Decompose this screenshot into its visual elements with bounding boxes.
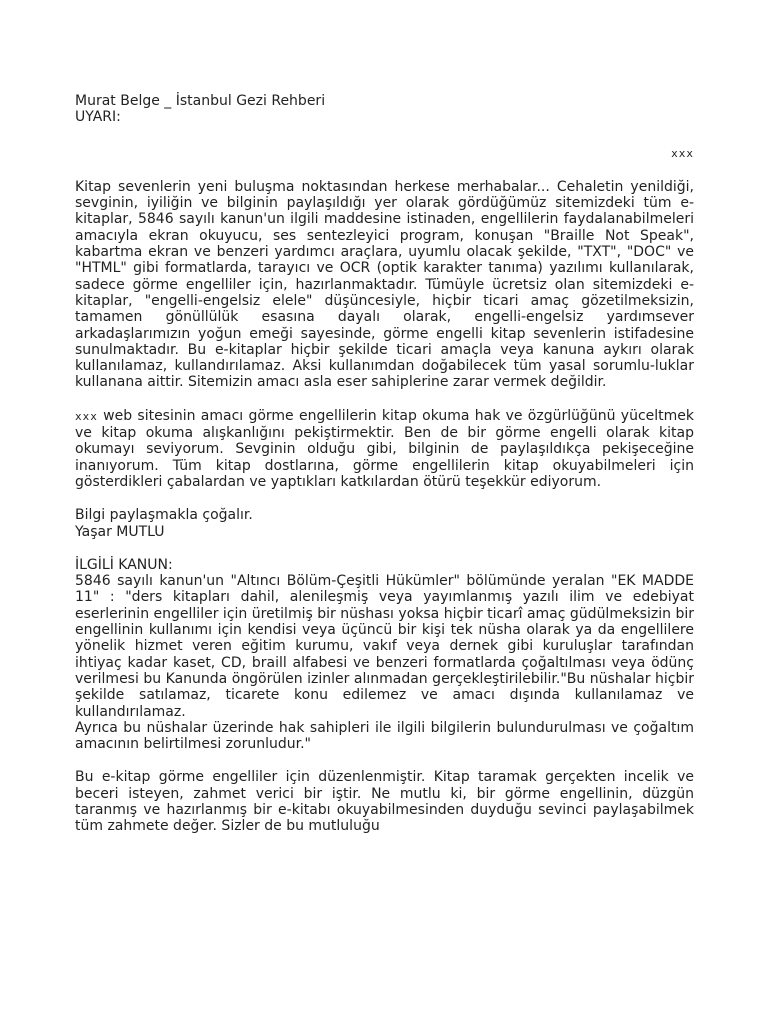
- document-title: Murat Belge _ İstanbul Gezi Rehberi: [75, 93, 326, 109]
- mission-paragraph: [75, 408, 694, 490]
- mission-text: web sitesinin amacı görme engellilerin kitap okuma hak ve özgürlüğünü yüceltmek ve kitap okuma alışkanlığını pekiştirmektir. Ben de bir görme engelli olarak kitap okumayı seviyorum. Sevginin olduğu gibi, bilginin de paylaşıldıkça pekişeceğine inanıyorum. Tüm kitap dostlarına, görme engellilerin kitap okuyabilmeleri için gösterdikleri çabalardan ve yaptıkları katkılardan ötürü teşekkür ediyorum.: [75, 407, 694, 490]
- section-marker: [75, 145, 694, 162]
- warning-label: UYARI:: [75, 109, 121, 126]
- document-content: [75, 93, 694, 835]
- mission-marker: xxx: [75, 409, 98, 423]
- law-paragraph-2: Ayrıca bu nüshalar üzerinde hak sahipleri ile ilgili bilgilerin bulundurulması ve çoğaltım amacının belirtilmesi zorunludur.": [75, 719, 694, 753]
- law-heading: İLGİLİ KANUN:: [75, 556, 173, 573]
- signature-text: Yaşar MUTLU: [75, 523, 165, 540]
- motto-text: Bilgi paylaşmakla çoğalır.: [75, 507, 253, 524]
- law-paragraph-1: 5846 sayılı kanun'un "Altıncı Bölüm-Çeşitli Hükümler" bölümünde yeralan "EK MADDE 11" : "ders kitapları dahil, alenileşmiş veya yayımlanmış yazılı ilim ve edebiyat eserlerinin engelliler için üretilmiş bir nüshası yoksa hiçbir ticarî amaç güdülmeksizin bir engellinin kullanımı için kendisi veya üçüncü bir kişi tek nüsha olarak ya da engellilere yönelik hizmet veren eğitim kurumu, vakıf veya dernek gibi kuruluşlar tarafından ihtiyaç kadar kaset, CD, braill alfabesi ve benzeri formatlarda çoğaltılması veya ödünç verilmesi bu Kanunda öngörülen izinler alınmadan gerçekleştirilebilir."Bu nüshalar hiçbir şekilde satılamaz, ticarete konu edilemez ve amacı dışında kullanılamaz ve kullandırılamaz.: [75, 573, 694, 720]
- intro-paragraph: Kitap sevenlerin yeni buluşma noktasından herkese merhabalar... Cehaletin yenildiği, sevginin, iyiliğin ve bilginin paylaşıldığı yer olarak gördüğümüz sitemizdeki tüm e-kitaplar, 5846 sayılı kanun'un ilgili maddesine istinaden, engellilerin faydalanabilmeleri amacıyla ekran okuyucu, ses sentezleyici program, konuşan "Braille Not Speak", kabartma ekran ve benzeri yardımcı araçlara, uyumlu olacak şekilde, "TXT", "DOC" ve "HTML" gibi formatlarda, tarayıcı ve OCR (optik karakter tanıma) yazılımı kullanılarak, sadece görme engelliler için, hazırlanmaktadır. Tümüyle ücretsiz olan sitemizdeki e-kitaplar, "engelli-engelsiz elele" düşüncesiyle, hiçbir ticari amaç gözetilmeksizin, tamamen gönüllülük esasına dayalı olarak, engelli-engelsiz yardımsever arkadaşlarımızın yoğun emeği sayesinde, görme engelli kitap sevenlerin istifadesine sunulmaktadır. Bu e-kitaplar hiçbir şekilde ticari amaçla veya kanuna aykırı olarak kullanılamaz, kullandırılamaz. Aksi kullanımdan doğabilecek tüm yasal sorumlu-luklar kullanana aittir. Sitemizin amacı asla eser sahiplerine zarar vermek değildir.: [75, 178, 694, 391]
- closing-paragraph: Bu e-kitap görme engelliler için düzenlenmiştir. Kitap taramak gerçekten incelik ve beceri isteyen, zahmet verici bir iştir. Ne mutlu ki, bir görme engellinin, düzgün taranmış ve hazırlanmış bir e-kitabı okuyabilmesinden duyduğu sevinci paylaşabilmek tüm zahmete değer. Sizler de bu mutluluğu: [75, 769, 694, 835]
- section-marker-text: xxx: [671, 146, 694, 160]
